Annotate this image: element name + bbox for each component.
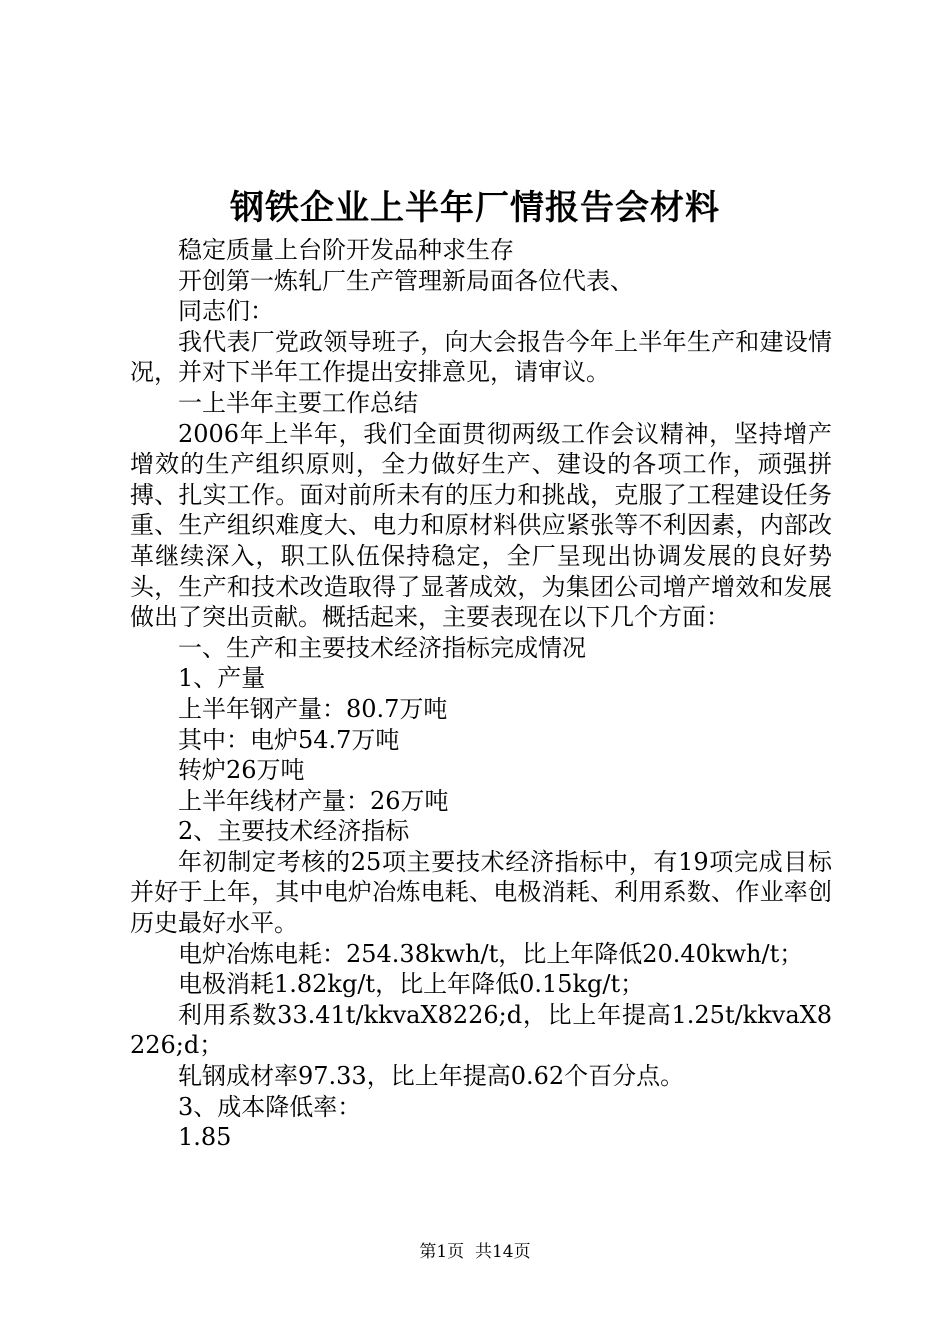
subsection-heading: 3、成本降低率：: [178, 1092, 362, 1121]
paragraph: 其中：电炉54.7万吨: [178, 725, 400, 754]
page-number: 第1页 共14页: [419, 1242, 531, 1262]
paragraph: 我代表厂党政领导班子，向大会报告今年上半年生产和建设情况，并对下半年工作提出安排意见，请审议。: [130, 327, 832, 387]
document-body: [130, 235, 832, 1153]
paragraph: 开创第一炼轧厂生产管理新局面各位代表、: [178, 266, 634, 295]
document-title: 钢铁企业上半年厂情报告会材料: [230, 188, 720, 228]
paragraph: 上半年钢产量：80.7万吨: [178, 694, 448, 723]
paragraph: 电炉冶炼电耗：254.38kwh/t，比上年降低20.40kwh/t；: [178, 939, 804, 968]
paragraph: 利用系数33.41t/kkvaX8226;d，比上年提高1.25t/kkvaX8226;d；: [130, 1000, 832, 1060]
section-heading: 一、生产和主要技术经济指标完成情况: [178, 633, 586, 662]
subsection-heading: 1、产量: [178, 664, 266, 693]
paragraph: 转炉26万吨: [178, 756, 305, 785]
paragraph: 轧钢成材率97.33，比上年提高0.62个百分点。: [178, 1062, 685, 1091]
paragraph: 稳定质量上台阶开发品种求生存: [178, 236, 514, 264]
paragraph: 2006年上半年，我们全面贯彻两级工作会议精神，坚持增产增效的生产组织原则，全力做好生产、建设的各项工作，顽强拼搏、扎实工作。面对前所未有的压力和挑战，克服了工程建设任务重、生产组织难度大、电力和原材料供应紧张等不利因素，内部改革继续深入，职工队伍保持稳定，全厂呈现出协调发展的良好势头，生产和技术改造取得了显著成效，为集团公司增产增效和发展做出了突出贡献。概括起来，主要表现在以下几个方面：: [130, 419, 832, 632]
subsection-heading: 2、主要技术经济指标: [178, 817, 410, 846]
paragraph: 年初制定考核的25项主要技术经济指标中，有19项完成目标并好于上年，其中电炉冶炼电耗、电极消耗、利用系数、作业率创历史最好水平。: [130, 847, 832, 938]
section-heading: 一上半年主要工作总结: [178, 388, 418, 417]
paragraph: 1.85: [178, 1123, 232, 1152]
paragraph: 上半年线材产量：26万吨: [178, 786, 449, 815]
paragraph: 同志们：: [178, 297, 274, 326]
paragraph: 电极消耗1.82kg/t，比上年降低0.15kg/t；: [178, 970, 645, 999]
